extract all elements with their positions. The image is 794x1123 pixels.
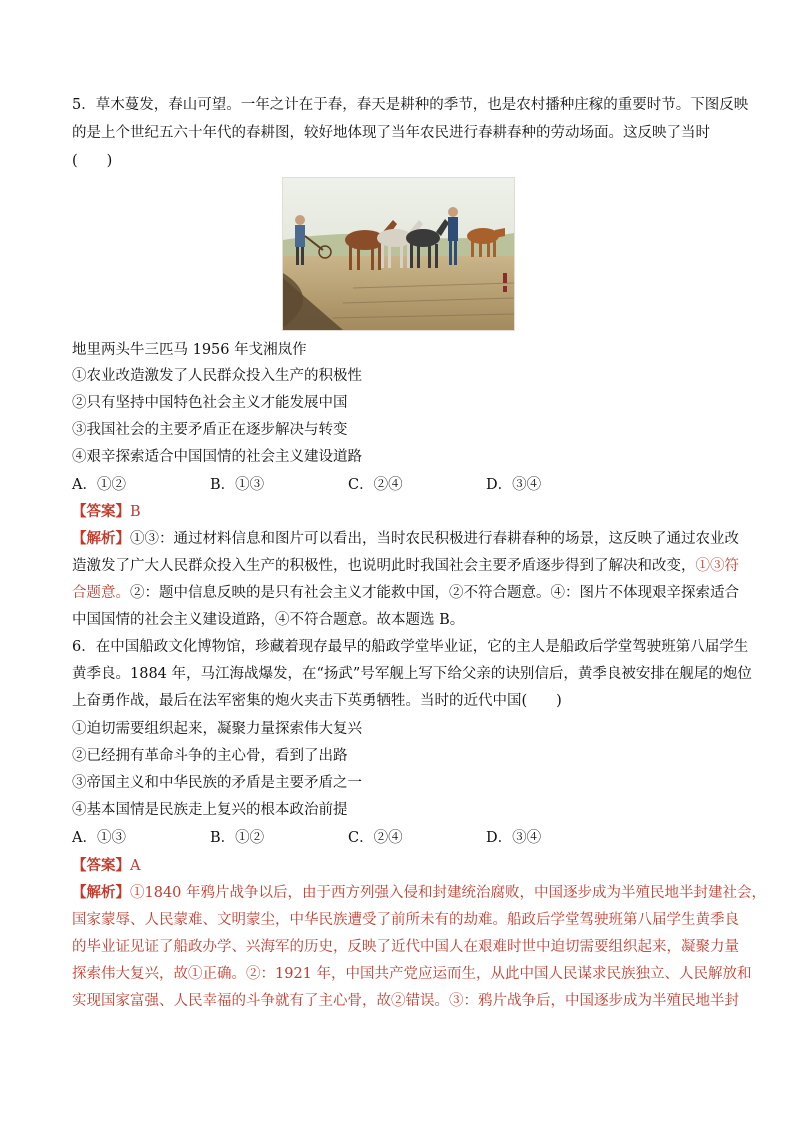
- spring-plowing-painting: [282, 177, 515, 331]
- q6-answer-label: 【答案】: [72, 857, 130, 874]
- q6-analysis-line-2: 国家蒙辱、人民蒙难、文明蒙尘，中华民族遭受了前所未有的劫难。船政后学堂驾驶班第八届学生黄季良: [72, 912, 739, 928]
- q5-item-4: ④艰辛探索适合中国国情的社会主义建设道路: [72, 449, 362, 465]
- q5-analysis-line-4: 中国国情的社会主义建设道路，④不符合题意。故本题选 B。: [72, 612, 465, 628]
- q5-option-c[interactable]: C．②④: [348, 477, 403, 493]
- q6-item-1: ①迫切需要组织起来，凝聚力量探索伟大复兴: [72, 721, 362, 737]
- q5-analysis-text-3b: ②：题中信息反映的是只有社会主义才能救中国，②不符合题意。④：图片不体现艰辛探索适合: [130, 585, 739, 601]
- q6-answer: [72, 856, 732, 876]
- q6-stem-line-1: 6．在中国船政文化博物馆，珍藏着现存最早的船政学堂毕业证，它的主人是船政后学堂驾驶班第八届学生: [72, 639, 749, 655]
- q5-item-2: ②只有坚持中国特色社会主义才能发展中国: [72, 395, 348, 411]
- q6-answer-value: A: [130, 858, 141, 874]
- q5-stem-line-3: ( ): [72, 153, 113, 169]
- q6-item-3: ③帝国主义和中华民族的矛盾是主要矛盾之一: [72, 775, 362, 791]
- q5-analysis-text-1: ①③：通过材料信息和图片可以看出，当时农民积极进行春耕春种的场景，这反映了通过农业改: [130, 531, 739, 547]
- q6-analysis-line-4: 探索伟大复兴，故①正确。②：1921 年，中国共产党应运而生，从此中国人民谋求民族独立、人民解放和: [72, 966, 752, 982]
- q5-options: [72, 475, 732, 495]
- q5-stem-line-2: 的是上个世纪五六十年代的春耕图，较好地体现了当年农民进行春耕春种的劳动场面。这反映了当时: [72, 125, 710, 141]
- q6-analysis-label: 【解析】: [72, 884, 130, 901]
- q5-analysis-text-2a: 造激发了广大人民群众投入生产的积极性，也说明此时我国社会主要矛盾逐步得到了解决和改变，: [72, 558, 696, 574]
- q5-analysis-text-2b: ①③符: [695, 558, 739, 574]
- q6-item-4: ④基本国情是民族走上复兴的根本政治前提: [72, 802, 348, 818]
- q5-answer-value: B: [130, 504, 141, 520]
- q5-analysis-line-1: [72, 529, 739, 549]
- q6-option-d[interactable]: D．③④: [486, 830, 542, 846]
- q6-analysis-line-1: [72, 883, 767, 903]
- q6-analysis-line-5: 实现国家富强、人民幸福的斗争就有了主心骨，故②错误。③：鸦片战争后，中国逐步成为半殖民地半封: [72, 993, 739, 1009]
- q5-answer-label: 【答案】: [72, 503, 130, 520]
- q5-option-a[interactable]: A．①②: [72, 477, 126, 493]
- q6-analysis-line-3: 的毕业证见证了船政办学、兴海军的历史，反映了近代中国人在艰难时世中迫切需要组织起来，凝聚力量: [72, 939, 739, 955]
- q6-analysis-text-1: ①1840 年鸦片战争以后，由于西方列强入侵和封建统治腐败，中国逐步成为半殖民地半封建社会，: [130, 885, 767, 901]
- q6-option-b[interactable]: B．①②: [210, 830, 265, 846]
- q5-item-1: ①农业改造激发了人民群众投入生产的积极性: [72, 368, 362, 384]
- q6-option-a[interactable]: A．①③: [72, 830, 126, 846]
- q5-analysis-label: 【解析】: [72, 530, 130, 547]
- q6-options: [72, 828, 732, 848]
- q5-item-3: ③我国社会的主要矛盾正在逐步解决与转变: [72, 422, 348, 438]
- painting-illustration: [283, 178, 514, 330]
- q6-option-c[interactable]: C．②④: [348, 830, 403, 846]
- q6-stem-line-3: 上奋勇作战，最后在法军密集的炮火夹击下英勇牺牲。当时的近代中国( ): [72, 693, 562, 709]
- q5-option-d[interactable]: D．③④: [486, 477, 542, 493]
- q6-stem-line-2: 黄季良。1884 年，马江海战爆发，在“扬武”号军舰上写下给父亲的诀别信后，黄季良被安排在舰尾的炮位: [72, 666, 752, 682]
- q5-analysis-line-2: [72, 556, 739, 576]
- q5-stem-line-1: 5．草木蔓发，春山可望。一年之计在于春，春天是耕种的季节，也是农村播种庄稼的重要时节。下图反映: [72, 97, 749, 113]
- q5-analysis-text-3a: 合题意。: [72, 585, 130, 601]
- q5-option-b[interactable]: B．①③: [210, 477, 265, 493]
- q5-answer: [72, 502, 732, 522]
- q5-figure-caption: 地里两头牛三匹马 1956 年戈湘岚作: [72, 342, 307, 358]
- q6-item-2: ②已经拥有革命斗争的主心骨，看到了出路: [72, 748, 348, 764]
- q5-analysis-line-3: [72, 583, 739, 603]
